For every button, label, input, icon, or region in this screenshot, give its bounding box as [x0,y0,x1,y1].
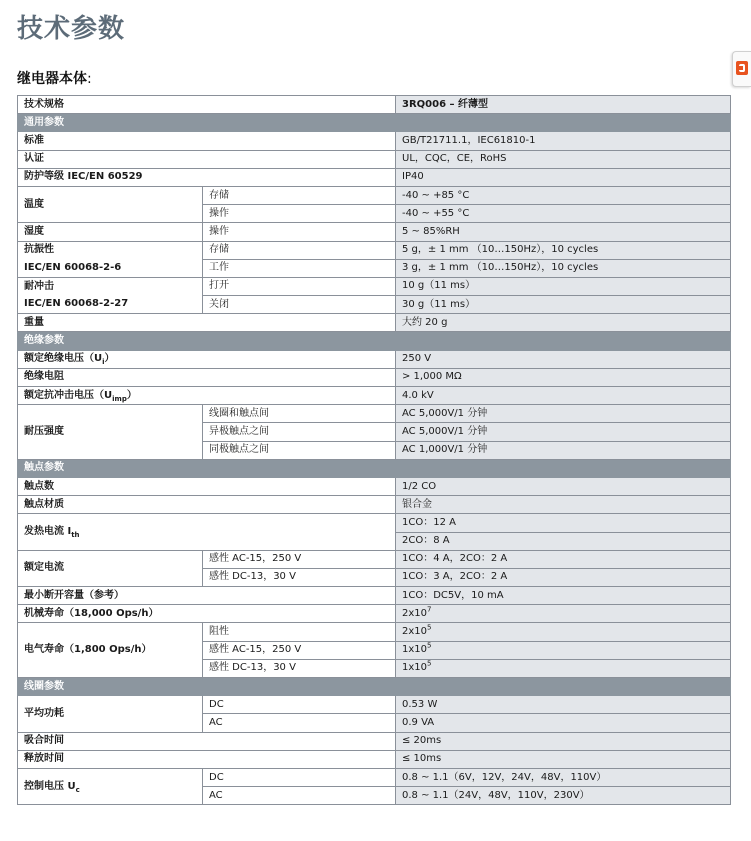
table-row [18,314,731,332]
table-row [18,259,731,277]
value-base: 1x10 [402,662,428,674]
row-label [18,350,396,368]
value-exponent: 5 [427,623,432,632]
row-label: 防护等级 IEC/EN 60529 [18,168,396,186]
header-label: 技术规格 [18,96,396,114]
row-label: IEC/EN 60068-2-6 [18,259,203,277]
row-value: GB/T21711.1，IEC61810-1 [396,132,731,150]
table-row [18,587,731,605]
row-sublabel: 感性 AC-15，250 V [203,550,396,568]
value-base: 2x10 [402,626,428,638]
row-sublabel: 操作 [203,223,396,241]
row-value: > 1,000 MΩ [396,368,731,386]
row-value: 0.53 W [396,696,731,714]
row-label: 机械寿命（18,000 Ops/h） [18,605,396,623]
row-value: 1CO：3 A，2CO：2 A [396,568,731,586]
row-value [396,605,731,623]
side-feedback-tab[interactable] [732,51,751,87]
row-sublabel: 存储 [203,186,396,204]
row-label: 抗振性 [18,241,203,259]
row-label: 湿度 [18,223,203,241]
row-value: ≤ 10ms [396,750,731,768]
table-row [18,605,731,623]
group-row-insulation [18,332,731,350]
table-row [18,186,731,204]
label-text: 额定抗冲击电压（U [24,389,113,401]
row-sublabel: 阻性 [203,623,396,641]
row-value: IP40 [396,168,731,186]
row-value: 1CO：DC5V，10 mA [396,587,731,605]
row-label: 绝缘电阻 [18,368,396,386]
table-row [18,750,731,768]
value-base: 2x10 [402,607,428,619]
row-value: -40 ~ +85 °C [396,186,731,204]
table-row [18,277,731,295]
label-text: 控制电压 U [24,780,76,792]
value-exponent: 5 [427,660,432,669]
group-row-contact [18,459,731,477]
row-value: 30 g（11 ms） [396,296,731,314]
row-value [396,641,731,659]
row-value: 4.0 kV [396,387,731,405]
row-label: 标准 [18,132,396,150]
row-value: 3 g，± 1 mm （10…150Hz），10 cycles [396,259,731,277]
table-header-row [18,96,731,114]
row-sublabel: 异极触点之间 [203,423,396,441]
row-sublabel: 关闭 [203,296,396,314]
row-label: 吸合时间 [18,732,396,750]
row-sublabel: 打开 [203,277,396,295]
row-value: -40 ~ +55 °C [396,205,731,223]
row-sublabel: 工作 [203,259,396,277]
row-label: 额定电流 [18,550,203,586]
row-label: 平均功耗 [18,696,203,732]
group-row-coil [18,678,731,696]
group-title-insulation: 绝缘参数 [18,332,731,350]
table-row [18,241,731,259]
table-row [18,350,731,368]
table-row [18,132,731,150]
row-sublabel: 线圈和触点间 [203,405,396,423]
row-label [18,768,203,804]
row-value: 0.9 VA [396,714,731,732]
row-label: 触点数 [18,477,396,495]
row-sublabel: 感性 AC-15，250 V [203,641,396,659]
row-label: 认证 [18,150,396,168]
label-text: 额定绝缘电压（U [24,353,103,365]
value-exponent: 5 [427,641,432,650]
row-value: UL，CQC，CE，RoHS [396,150,731,168]
spec-table [17,95,731,805]
table-row [18,496,731,514]
table-row [18,168,731,186]
row-value: 1/2 CO [396,477,731,495]
row-sublabel: 同极触点之间 [203,441,396,459]
table-row [18,623,731,641]
table-row [18,768,731,786]
row-sublabel: DC [203,768,396,786]
row-sublabel: DC [203,696,396,714]
row-label: 耐压强度 [18,405,203,460]
table-row [18,696,731,714]
row-value: 2CO：8 A [396,532,731,550]
row-label: 耐冲击 [18,277,203,295]
table-row [18,387,731,405]
row-sublabel: 感性 DC-13，30 V [203,659,396,677]
table-row [18,514,731,532]
group-title-coil: 线圈参数 [18,678,731,696]
row-value: 10 g（11 ms） [396,277,731,295]
row-value [396,659,731,677]
label-subscript: th [71,531,80,539]
row-sublabel: 存储 [203,241,396,259]
row-value: 0.8 ~ 1.1（24V，48V，110V，230V） [396,787,731,805]
row-label: 电气寿命（1,800 Ops/h） [18,623,203,678]
row-value: AC 5,000V/1 分钟 [396,405,731,423]
table-row [18,405,731,423]
label-subscript: c [75,785,80,794]
row-label: IEC/EN 60068-2-27 [18,296,203,314]
row-label: 温度 [18,186,203,222]
row-value: AC 1,000V/1 分钟 [396,441,731,459]
row-value: 5 g，± 1 mm （10…150Hz），10 cycles [396,241,731,259]
row-sublabel: AC [203,714,396,732]
row-value: 1CO：4 A，2CO：2 A [396,550,731,568]
row-sublabel: AC [203,787,396,805]
table-row [18,368,731,386]
row-label: 触点材质 [18,496,396,514]
row-sublabel: 操作 [203,205,396,223]
row-label [18,514,396,550]
label-text: 发热电流 I [24,526,72,537]
table-row [18,550,731,568]
row-value: 银合金 [396,496,731,514]
row-value: AC 5,000V/1 分钟 [396,423,731,441]
row-label: 释放时间 [18,750,396,768]
page-title: 技术参数 [17,14,126,44]
feedback-icon [736,61,748,75]
row-label: 最小断开容量（参考） [18,587,396,605]
row-sublabel: 感性 DC-13，30 V [203,568,396,586]
table-row [18,296,731,314]
group-title-contact: 触点参数 [18,459,731,477]
section-title [17,68,92,88]
row-value [396,623,731,641]
row-value: 大约 20 g [396,314,731,332]
row-label: 重量 [18,314,396,332]
table-row [18,477,731,495]
label-subscript: imp [112,394,127,403]
row-value: 5 ~ 85%RH [396,223,731,241]
section-title-colon: : [87,71,92,87]
value-base: 1x10 [402,644,428,656]
table-row [18,150,731,168]
row-value: 250 V [396,350,731,368]
label-subscript: i [102,358,105,367]
value-exponent: 7 [427,605,432,614]
row-value: 1CO：12 A [396,514,731,532]
group-title-general: 通用参数 [18,114,731,132]
section-title-text: 继电器本体 [17,71,87,87]
label-close: ） [126,389,137,401]
header-value: 3RQ006 – 纤薄型 [396,96,731,114]
row-value: 0.8 ~ 1.1（6V，12V，24V，48V，110V） [396,768,731,786]
row-value: ≤ 20ms [396,732,731,750]
group-row-general [18,114,731,132]
label-close: ） [104,353,115,365]
row-label [18,387,396,405]
table-row [18,732,731,750]
table-row [18,223,731,241]
